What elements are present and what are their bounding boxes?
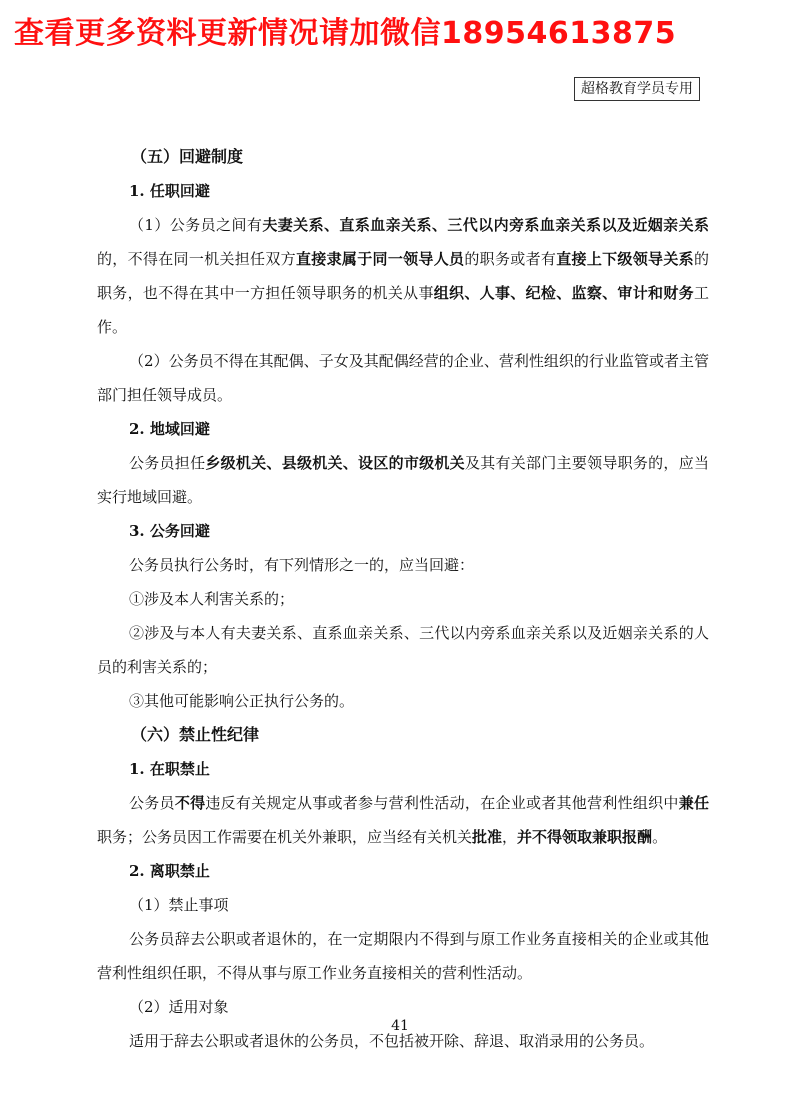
paragraph-applicable-persons: 适用于辞去公职或者退休的公务员，不包括被开除、辞退、取消录用的公务员。 <box>129 1032 655 1050</box>
text-run: 公务员 <box>129 794 175 812</box>
list-item-1: ①涉及本人利害关系的； <box>129 590 295 608</box>
bold-run: 夫妻关系、直系血亲关系、三代以内旁系血亲关系以及近姻亲关系 <box>262 216 709 234</box>
subheading-regional-recusal: 2. 地域回避 <box>129 420 210 438</box>
bold-run: 不得 <box>174 794 206 812</box>
text-run: 职务；公务员因工作需要在机关外兼职，应当经有关机关 <box>97 828 473 846</box>
bold-run: 直接上下级领导关系 <box>556 250 694 268</box>
text-run: 的，不得在同一机关担任双方 <box>97 250 296 268</box>
list-item-3: ③其他可能影响公正执行公务的。 <box>129 692 355 710</box>
bold-run: 乡级机关、县级机关、设区的市级机关 <box>205 454 465 472</box>
bold-run: 组织、人事、纪检、监察、审计和财务 <box>433 284 694 302</box>
paragraph-appointment-2: （2）公务员不得在其配偶、子女及其配偶经营的企业、营利性组织的行业监管或者主管部门担任领导成员。 <box>97 352 709 404</box>
page-number: 41 <box>391 1018 409 1034</box>
paragraph-official-duty: 公务员执行公务时，有下列情形之一的，应当回避： <box>129 556 475 574</box>
text-run: 的职务或者有 <box>464 250 557 268</box>
watermark-contact-banner: 查看更多资料更新情况请加微信18954613875 <box>14 16 677 51</box>
bold-run: 兼任 <box>678 794 709 812</box>
subheading-appointment-recusal: 1. 任职回避 <box>129 182 210 200</box>
text-run: （1）公务员之间有 <box>129 216 263 234</box>
item-prohibited-matters: （1）禁止事项 <box>129 896 229 914</box>
bold-run: 批准 <box>472 828 503 846</box>
subheading-post-office-prohibition: 2. 离职禁止 <box>129 862 210 880</box>
paragraph-appointment-1 <box>97 208 709 344</box>
text-run: 公务员担任 <box>129 454 206 472</box>
section-heading-prohibitions: （六）禁止性纪律 <box>131 725 260 744</box>
text-run: 工作。 <box>97 284 709 336</box>
text-run: 。 <box>652 828 668 846</box>
list-item-2: ②涉及与本人有夫妻关系、直系血亲关系、三代以内旁系血亲关系以及近姻亲关系的人员的利害关系的； <box>97 624 709 676</box>
text-run: 及其有关部门主要领导职务的，应当实行地域回避。 <box>97 454 709 506</box>
text-run: ， <box>502 828 518 846</box>
student-only-badge: 超格教育学员专用 <box>574 77 700 101</box>
subheading-official-duty-recusal: 3. 公务回避 <box>129 522 210 540</box>
bold-run: 直接隶属于同一领导人员 <box>295 250 465 268</box>
subheading-in-office-prohibition: 1. 在职禁止 <box>129 760 210 778</box>
text-run: 的职务，也不得在其中一方担任领导职务的机关从事 <box>97 250 709 302</box>
text-run: 违反有关规定从事或者参与营利性活动，在企业或者其他营利性组织中 <box>205 794 679 812</box>
bold-run: 并不得领取兼职报酬 <box>517 828 653 846</box>
paragraph-regional <box>97 446 709 514</box>
item-applicable-persons: （2）适用对象 <box>129 998 229 1016</box>
section-heading-recusal: （五）回避制度 <box>131 147 244 166</box>
paragraph-in-office <box>97 786 709 854</box>
paragraph-prohibited-matters: 公务员辞去公职或者退休的，在一定期限内不得到与原工作业务直接相关的企业或其他营利性组织任职，不得从事与原工作业务直接相关的营利性活动。 <box>97 930 709 982</box>
document-body <box>97 140 709 1058</box>
